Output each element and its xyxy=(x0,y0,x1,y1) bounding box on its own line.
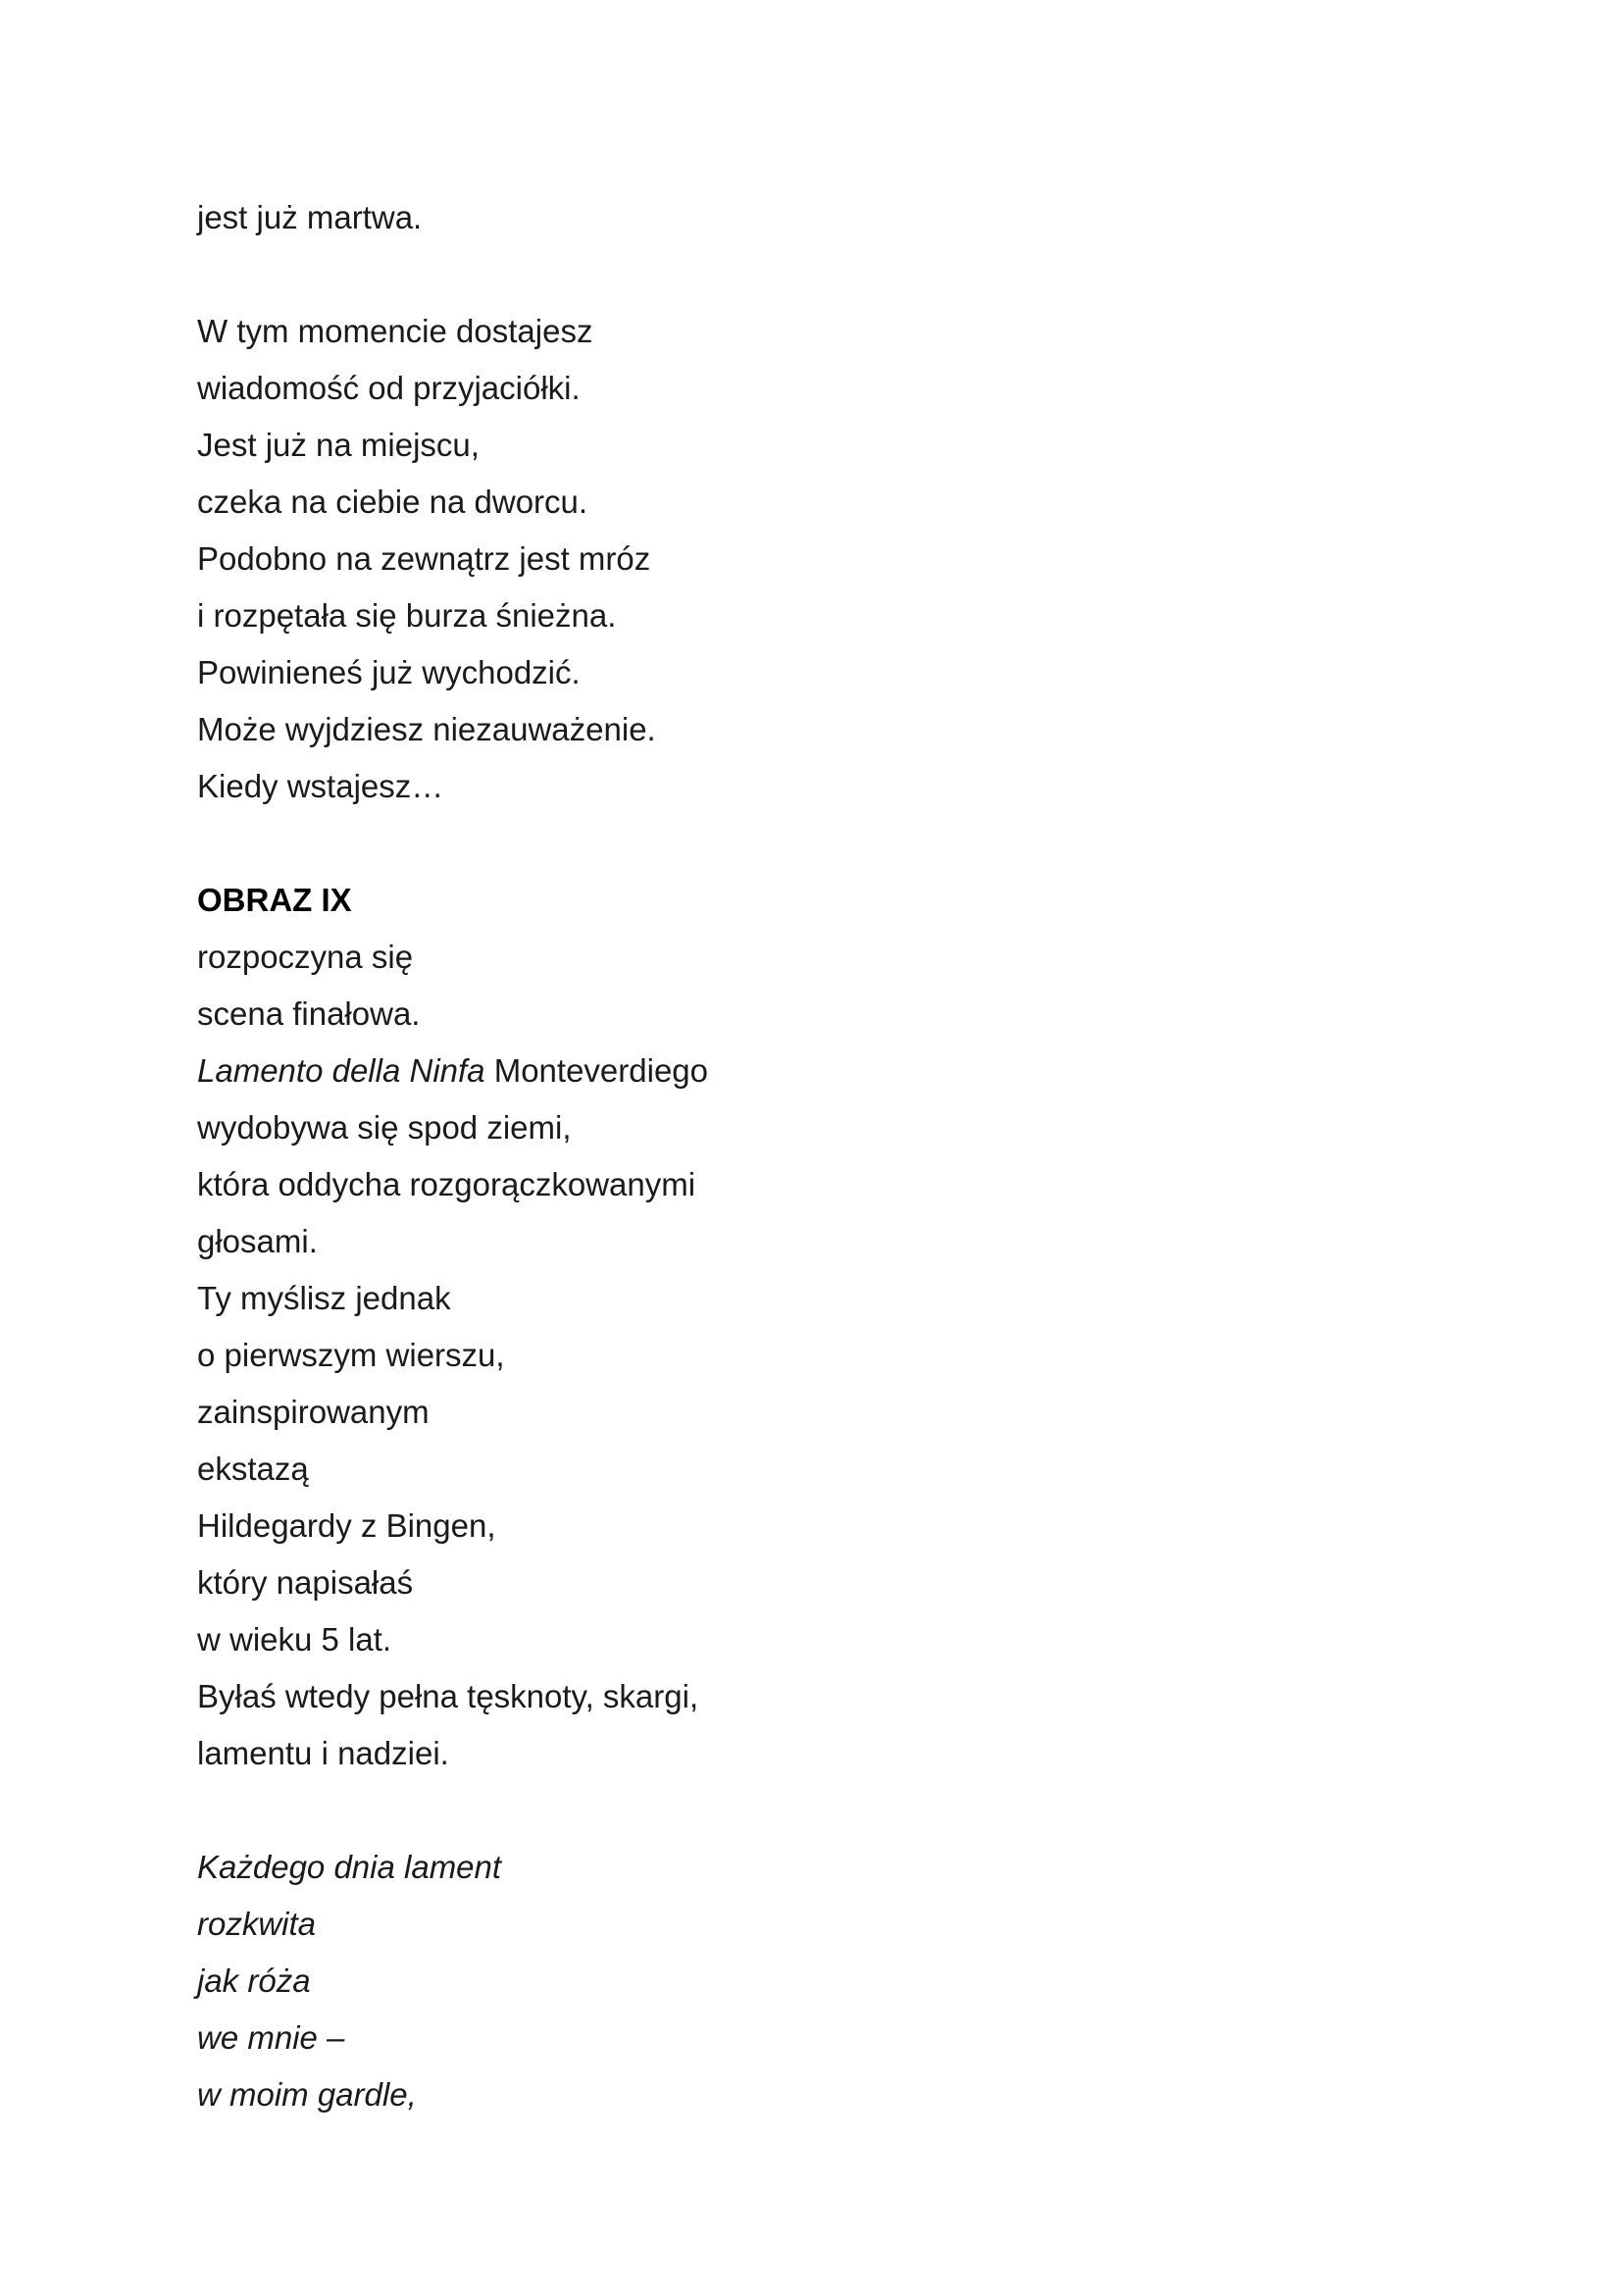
text-line: która oddycha rozgorączkowanymi xyxy=(197,1166,696,1202)
text-line: który napisałaś xyxy=(197,1564,414,1601)
composer-name: Monteverdiego xyxy=(484,1052,709,1089)
quoted-line: rozkwita xyxy=(197,1906,317,1942)
text-line: scena finałowa. xyxy=(197,995,421,1032)
text-line: Byłaś wtedy pełna tęsknoty, skargi, xyxy=(197,1678,699,1714)
quoted-line: jak róża xyxy=(197,1963,311,1999)
text-line: Podobno na zewnątrz jest mróz xyxy=(197,540,651,577)
text-line: Hildegardy z Bingen, xyxy=(197,1507,496,1544)
text-line: Może wyjdziesz niezauważenie. xyxy=(197,711,656,747)
text-line: czeka na ciebie na dworcu. xyxy=(197,484,588,520)
text-line: Kiedy wstajesz… xyxy=(197,768,444,804)
text-line: głosami. xyxy=(197,1223,318,1259)
stanza-break xyxy=(197,1782,1423,1839)
work-title: Lamento della Ninfa xyxy=(197,1052,485,1089)
text-line: i rozpętała się burza śnieżna. xyxy=(197,597,617,634)
quoted-line: we mnie – xyxy=(197,2019,345,2056)
section-heading: OBRAZ IX xyxy=(197,882,352,918)
stanza-break xyxy=(197,246,1423,303)
text-line: o pierwszym wierszu, xyxy=(197,1337,505,1373)
text-line: rozpoczyna się xyxy=(197,939,414,975)
text-line: w wieku 5 lat. xyxy=(197,1621,392,1657)
text-line: Powinieneś już wychodzić. xyxy=(197,654,581,690)
text-line: W tym momencie dostajesz xyxy=(197,313,593,349)
text-line: wydobywa się spod ziemi, xyxy=(197,1109,572,1146)
text-line: Jest już na miejscu, xyxy=(197,427,480,463)
text-line: zainspirowanym xyxy=(197,1394,430,1430)
text-line: wiadomość od przyjaciółki. xyxy=(197,370,581,406)
text-line: jest już martwa. xyxy=(197,199,423,235)
text-line xyxy=(197,1043,1423,1099)
poem-text xyxy=(197,189,1423,2123)
text-line: Ty myślisz jednak xyxy=(197,1280,451,1316)
text-line: ekstazą xyxy=(197,1451,309,1487)
text-line: lamentu i nadziei. xyxy=(197,1735,449,1771)
quoted-line: w moim gardle, xyxy=(197,2076,417,2113)
stanza-break xyxy=(197,815,1423,872)
quoted-line: Każdego dnia lament xyxy=(197,1849,502,1885)
